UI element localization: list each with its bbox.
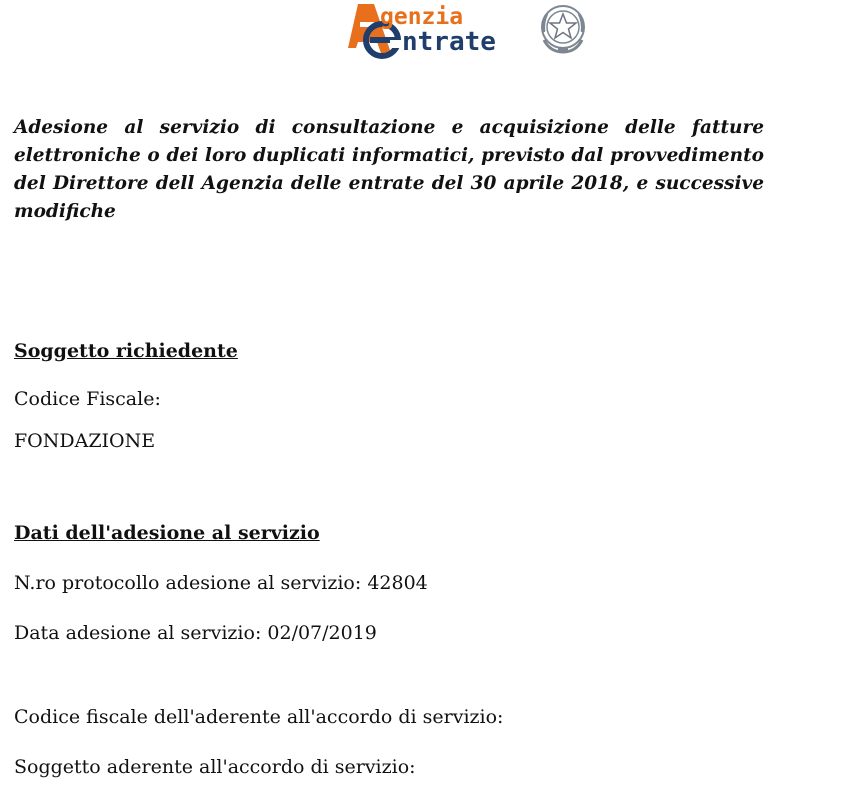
soggetto-aderente-redacted: [422, 758, 622, 776]
logo-text-genzia: genzia: [380, 4, 464, 30]
cf-aderente-row: [14, 706, 710, 728]
section-heading-dati-adesione: Dati dell'adesione al servizio: [14, 522, 320, 544]
agenzia-entrate-logo: [344, 0, 592, 62]
soggetto-aderente-row: [14, 756, 622, 778]
cf-aderente-label: Codice fiscale dell'aderente all'accordo di servizio:: [14, 706, 504, 728]
codice-fiscale-label: Codice Fiscale:: [14, 388, 161, 410]
protocollo-row: [14, 572, 428, 594]
denominazione-value: FONDAZIONE: [14, 430, 156, 452]
denominazione-redacted: [161, 432, 301, 450]
data-adesione-value: 02/07/2019: [267, 622, 377, 644]
section-heading-soggetto-richiedente: Soggetto richiedente: [14, 340, 238, 362]
document-title: Adesione al servizio di consultazione e acquisizione delle fatture elettroniche o dei loro duplicati informatici, previsto dal provvedimento del Direttore dell Agenzia delle entrate del 30 aprile 2018, e successive modifiche: [14, 117, 764, 222]
logo-text-ntrate: ntrate: [402, 27, 496, 57]
cf-aderente-redacted: [510, 708, 710, 726]
data-adesione-row: [14, 622, 377, 644]
data-adesione-label: Data adesione al servizio:: [14, 622, 262, 644]
italian-republic-emblem-icon: [538, 2, 588, 56]
denominazione-row: [14, 430, 301, 452]
protocollo-value: 42804: [367, 572, 428, 594]
protocollo-label: N.ro protocollo adesione al servizio:: [14, 572, 362, 594]
codice-fiscale-row: [14, 388, 287, 410]
codice-fiscale-redacted: [167, 390, 287, 408]
soggetto-aderente-label: Soggetto aderente all'accordo di servizio:: [14, 756, 416, 778]
